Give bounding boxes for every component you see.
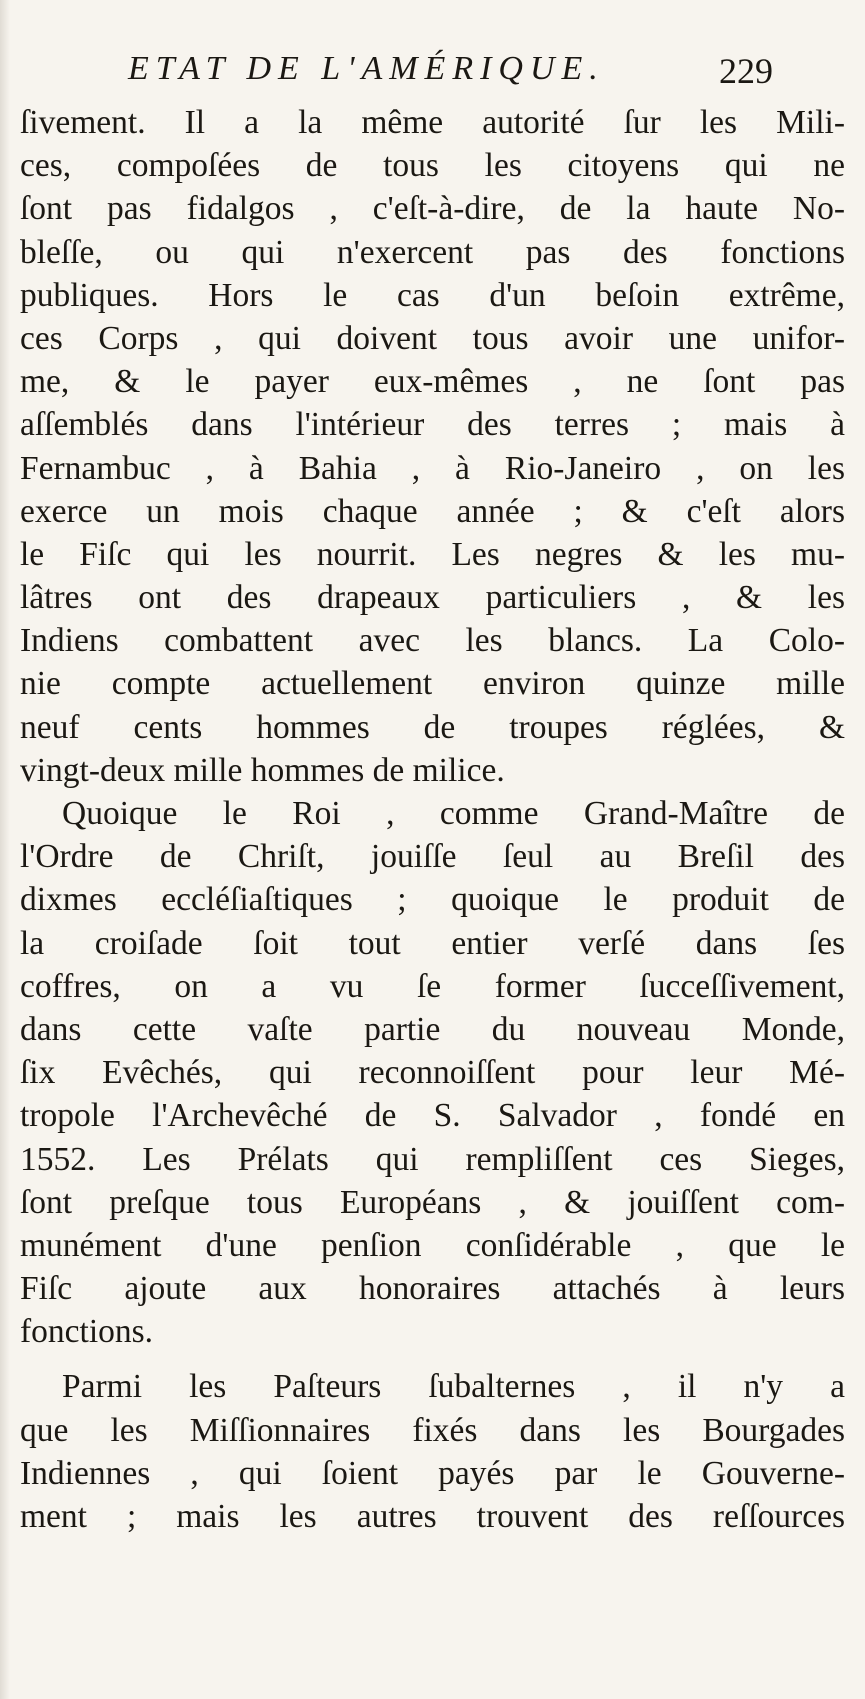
text-line: l'Ordre de Chriſt, jouiſſe ſeul au Breſil des xyxy=(20,838,845,876)
text-line: Quoique le Roi , comme Grand-Maître de xyxy=(62,795,845,832)
text-line: Fiſc ajoute aux honoraires attachés à leurs xyxy=(20,1270,845,1308)
text-line: la croiſade ſoit tout entier verſé dans ſes xyxy=(20,924,845,962)
text-line: 1552. Les Prélats qui rempliſſent ces Sieges, xyxy=(20,1140,845,1178)
text-line: tropole l'Archevêché de S. Salvador , fondé en xyxy=(20,1097,845,1135)
running-title: ETAT DE L'AMÉRIQUE. xyxy=(128,50,605,87)
text-line: munément d'une penſion conſidérable , que le xyxy=(20,1226,845,1264)
text-line: ſont pas fidalgos , c'eſt-à-dire, de la haute No- xyxy=(20,190,845,228)
text-line: vingt-deux mille hommes de milice. xyxy=(20,751,505,789)
text-line: neuf cents hommes de troupes réglées, & xyxy=(20,708,845,746)
text-line: aſſemblés dans l'intérieur des terres ; mais à xyxy=(20,406,845,444)
text-line: bleſſe, ou qui n'exercent pas des fonctions xyxy=(20,233,845,271)
text-line: Indiens combattent avec les blancs. La Colo- xyxy=(20,622,845,660)
text-line: ſix Evêchés, qui reconnoiſſent pour leur Mé- xyxy=(20,1054,845,1092)
text-line: ces Corps , qui doivent tous avoir une unifor- xyxy=(20,319,845,357)
body-text xyxy=(20,101,845,1538)
text-line: publiques. Hors le cas d'un beſoin extrême, xyxy=(20,276,845,314)
paragraph-gap xyxy=(20,1353,845,1365)
text-line: que les Miſſionnaires fixés dans les Bourgades xyxy=(20,1411,845,1449)
text-line: le Fiſc qui les nourrit. Les negres & les mu- xyxy=(20,535,845,573)
text-line: exerce un mois chaque année ; & c'eſt alors xyxy=(20,492,845,530)
text-line: Indiennes , qui ſoient payés par le Gouverne- xyxy=(20,1454,845,1492)
text-line: dixmes eccléſiaſtiques ; quoique le produit de xyxy=(20,881,845,919)
text-line: Fernambuc , à Bahia , à Rio-Janeiro , on les xyxy=(20,449,845,487)
text-line: fonctions. xyxy=(20,1313,154,1351)
text-line: dans cette vaſte partie du nouveau Monde, xyxy=(20,1010,845,1048)
text-line: nie compte actuellement environ quinze mille xyxy=(20,665,845,703)
text-line: Parmi les Paſteurs ſubalternes , il n'y a xyxy=(62,1368,845,1406)
text-line: ces, compoſées de tous les citoyens qui ne xyxy=(20,147,845,185)
text-line: ſivement. Il a la même autorité ſur les Mili- xyxy=(20,104,845,141)
text-line: lâtres ont des drapeaux particuliers , & les xyxy=(20,579,845,617)
text-line: coffres, on a vu ſe former ſucceſſivement, xyxy=(20,967,845,1005)
text-line: me, & le payer eux-mêmes , ne ſont pas xyxy=(20,363,845,401)
page-number: 229 xyxy=(719,51,773,91)
page-header xyxy=(128,46,773,96)
text-line: ſont preſque tous Européans , & jouiſſent com- xyxy=(20,1183,845,1221)
text-line: ment ; mais les autres trouvent des reſſources xyxy=(20,1498,845,1535)
